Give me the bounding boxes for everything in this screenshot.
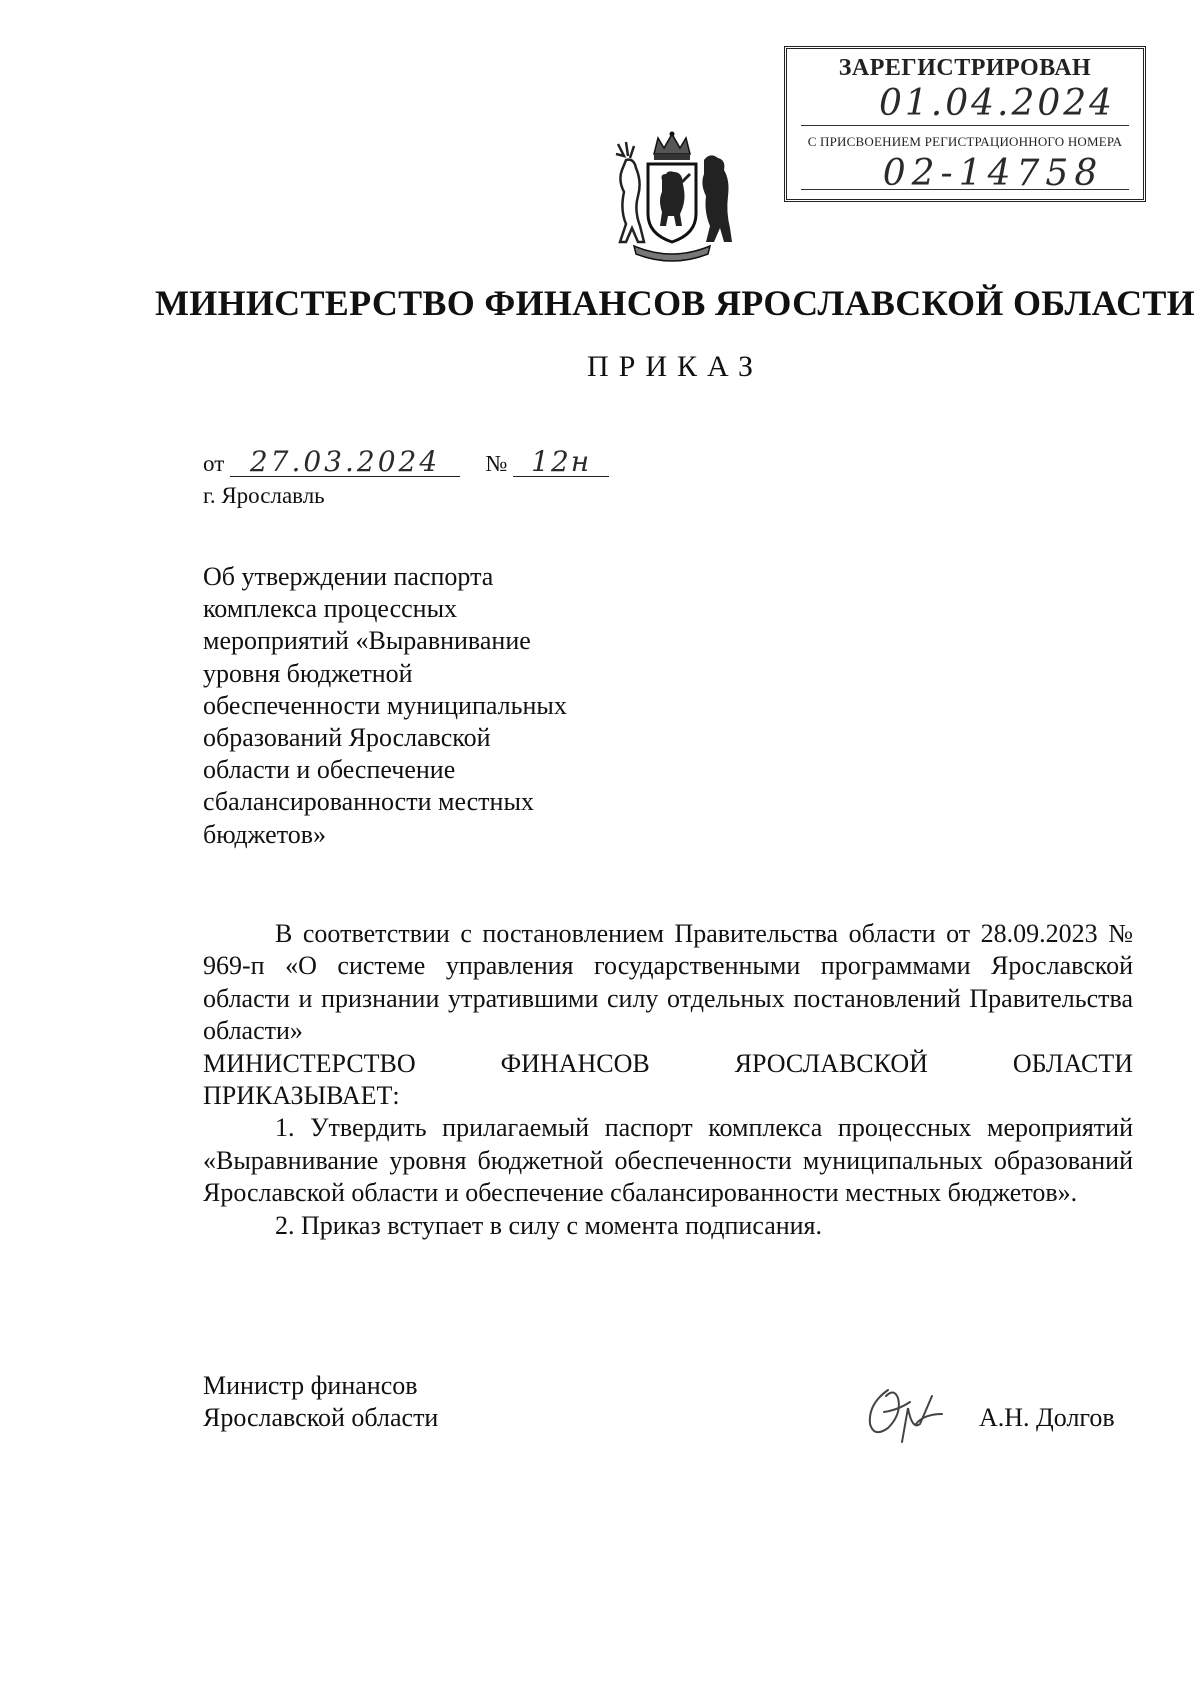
subject-line: сбалансированности местных	[203, 787, 534, 817]
document-type: ПРИКАЗ	[587, 350, 763, 383]
signer-position-line: Министр финансов	[203, 1371, 418, 1400]
stamp-number-line	[801, 189, 1129, 190]
order-item-2: 2. Приказ вступает в силу с момента подписания.	[275, 1210, 823, 1240]
subject-line: Об утверждении паспорта	[203, 562, 494, 591]
order-date: 27.03.2024	[230, 448, 460, 477]
order-body	[203, 918, 1133, 1242]
stamp-caption: С ПРИСВОЕНИЕМ РЕГИСТРАЦИОННОГО НОМЕРА	[807, 134, 1123, 149]
handwritten-signature	[858, 1384, 948, 1446]
number-prefix: №	[485, 451, 508, 476]
subject-line: обеспеченности муниципальных	[203, 690, 567, 720]
stamp-number: 02-14758	[882, 153, 1104, 194]
signer-position-line: Ярославской области	[203, 1403, 439, 1432]
ministry-name: МИНИСТЕРСТВО ФИНАНСОВ ЯРОСЛАВСКОЙ ОБЛАСТИ	[154, 283, 1195, 323]
subject-line: бюджетов»	[203, 819, 327, 849]
order-subject	[203, 561, 623, 851]
order-line-orders: ПРИКАЗЫВАЕТ:	[203, 1081, 400, 1111]
preamble-paragraph: В соответствии с постановлением Правительства области от 28.09.2023 № 969-п «О системе управления государственными программами Ярославской области и признании утратившими силу отдельных постановлений Правительства области»	[203, 919, 1133, 1046]
order-line-ministry: МИНИСТЕРСТВО ФИНАНСОВ ЯРОСЛАВСКОЙ ОБЛАСТИ	[203, 1048, 1133, 1078]
subject-line: комплекса процессных	[203, 594, 458, 624]
order-number: 12н	[513, 448, 609, 477]
registration-stamp	[784, 46, 1146, 202]
stamp-date-line	[801, 125, 1129, 126]
stamp-date: 01.04.2024	[878, 83, 1116, 124]
subject-line: уровня бюджетной	[203, 658, 413, 688]
signer-name: А.Н. Долгов	[979, 1403, 1115, 1432]
city: г. Ярославль	[203, 483, 325, 508]
coat-of-arms-emblem	[604, 130, 740, 262]
order-date-number-line	[203, 445, 609, 478]
subject-line: области и обеспечение	[203, 755, 456, 785]
subject-line: образований Ярославской	[203, 723, 491, 753]
subject-line: мероприятий «Выравнивание	[203, 626, 531, 656]
date-prefix: от	[203, 451, 225, 476]
signer-position	[203, 1370, 438, 1434]
stamp-title: ЗАРЕГИСТРИРОВАН	[838, 55, 1092, 81]
order-item-1: 1. Утвердить прилагаемый паспорт комплекса процессных мероприятий «Выравнивание уровня бюджетной обеспеченности муниципальных образований Ярославской области и обеспечение сбалансированности местных бюджетов».	[203, 1113, 1133, 1208]
